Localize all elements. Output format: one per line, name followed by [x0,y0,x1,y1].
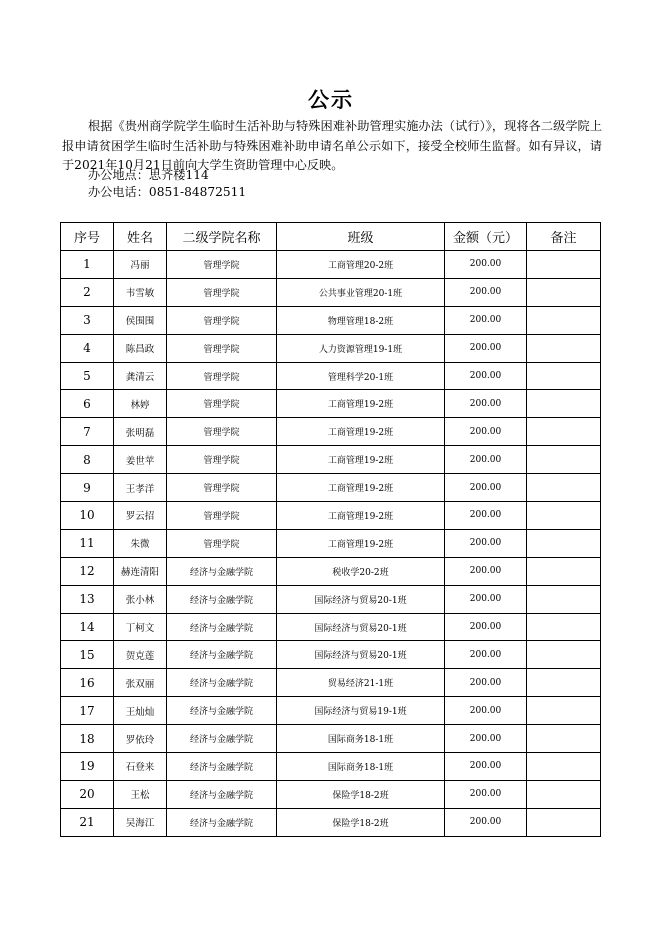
page-title: 公示 [308,88,354,112]
cell-note [527,362,601,390]
cell-name: 罗云招 [114,502,167,530]
table-row [61,725,601,753]
cell-amount: 200.00 [445,641,527,669]
table-row [61,780,601,808]
header-note: 备注 [527,223,601,251]
cell-name: 贺克莲 [114,641,167,669]
table-row [61,278,601,306]
cell-college: 管理学院 [167,418,277,446]
cell-note [527,725,601,753]
cell-note [527,334,601,362]
cell-index: 6 [61,390,114,418]
cell-name: 赫连清阳 [114,557,167,585]
cell-name: 林婷 [114,390,167,418]
table-row [61,446,601,474]
cell-index: 2 [61,278,114,306]
table-row [61,641,601,669]
cell-index: 1 [61,251,114,279]
cell-note [527,418,601,446]
cell-note [527,502,601,530]
cell-college: 管理学院 [167,529,277,557]
table-row [61,502,601,530]
cell-index: 20 [61,780,114,808]
cell-amount: 200.00 [445,669,527,697]
intro-text: 根据《贵州商学院学生临时生活补助与特殊困难补助管理实施办法（试行）》，现将各二级学院上报申请贫困学生临时生活补助与特殊困难补助申请名单公示如下，接受全校师生监督。如有异议，请于2021年10月21日前向大学生资助管理中心反映。 [62,119,602,172]
table-row [61,362,601,390]
table-body [61,251,601,837]
cell-note [527,557,601,585]
cell-class: 工商管理19-2班 [277,418,445,446]
table-row [61,418,601,446]
cell-name: 吴海江 [114,808,167,836]
cell-note [527,390,601,418]
cell-name: 陈昌政 [114,334,167,362]
cell-name: 韦雪敏 [114,278,167,306]
cell-class: 保险学18-2班 [277,808,445,836]
cell-college: 管理学院 [167,306,277,334]
cell-class: 贸易经济21-1班 [277,669,445,697]
table-row [61,697,601,725]
cell-college: 经济与金融学院 [167,780,277,808]
cell-note [527,251,601,279]
cell-index: 12 [61,557,114,585]
table-row [61,306,601,334]
table-row [61,474,601,502]
cell-class: 物理管理18-2班 [277,306,445,334]
cell-note [527,446,601,474]
cell-index: 7 [61,418,114,446]
table-row [61,557,601,585]
cell-class: 国际商务18-1班 [277,725,445,753]
cell-class: 公共事业管理20-1班 [277,278,445,306]
cell-amount: 200.00 [445,390,527,418]
cell-amount: 200.00 [445,585,527,613]
cell-amount: 200.00 [445,418,527,446]
cell-index: 16 [61,669,114,697]
cell-class: 国际经济与贸易19-1班 [277,697,445,725]
table-row [61,753,601,781]
cell-note [527,474,601,502]
cell-index: 19 [61,753,114,781]
cell-class: 国际经济与贸易20-1班 [277,585,445,613]
cell-index: 11 [61,529,114,557]
cell-college: 经济与金融学院 [167,585,277,613]
cell-college: 管理学院 [167,390,277,418]
cell-college: 管理学院 [167,474,277,502]
cell-name: 王孝洋 [114,474,167,502]
cell-note [527,585,601,613]
cell-index: 15 [61,641,114,669]
cell-class: 工商管理19-2班 [277,502,445,530]
table-row [61,613,601,641]
cell-index: 9 [61,474,114,502]
table-row [61,808,601,836]
cell-class: 人力资源管理19-1班 [277,334,445,362]
cell-note [527,278,601,306]
cell-class: 保险学18-2班 [277,780,445,808]
cell-note [527,808,601,836]
cell-college: 经济与金融学院 [167,669,277,697]
header-index: 序号 [61,223,114,251]
cell-college: 管理学院 [167,362,277,390]
cell-amount: 200.00 [445,557,527,585]
cell-amount: 200.00 [445,808,527,836]
cell-name: 张小林 [114,585,167,613]
cell-amount: 200.00 [445,306,527,334]
cell-name: 王松 [114,780,167,808]
cell-note [527,306,601,334]
cell-note [527,753,601,781]
cell-college: 经济与金融学院 [167,557,277,585]
office-phone: 办公电话：0851-84872511 [88,185,247,199]
cell-college: 经济与金融学院 [167,641,277,669]
cell-class: 税收学20-2班 [277,557,445,585]
cell-amount: 200.00 [445,780,527,808]
cell-class: 工商管理19-2班 [277,390,445,418]
cell-name: 罗依玲 [114,725,167,753]
table-row [61,334,601,362]
office-location: 办公地点：思齐楼114 [88,168,209,182]
cell-college: 经济与金融学院 [167,613,277,641]
cell-name: 张明磊 [114,418,167,446]
cell-amount: 200.00 [445,362,527,390]
subsidy-table [60,222,601,837]
cell-name: 冯丽 [114,251,167,279]
cell-amount: 200.00 [445,753,527,781]
cell-note [527,669,601,697]
header-name: 姓名 [114,223,167,251]
cell-index: 8 [61,446,114,474]
header-class: 班级 [277,223,445,251]
cell-amount: 200.00 [445,278,527,306]
header-amount: 金额（元） [445,223,527,251]
cell-college: 管理学院 [167,251,277,279]
cell-amount: 200.00 [445,529,527,557]
cell-note [527,697,601,725]
table-row [61,251,601,279]
cell-class: 管理科学20-1班 [277,362,445,390]
cell-college: 经济与金融学院 [167,808,277,836]
cell-class: 工商管理19-2班 [277,474,445,502]
cell-class: 国际商务18-1班 [277,753,445,781]
cell-name: 朱微 [114,529,167,557]
cell-note [527,529,601,557]
cell-index: 3 [61,306,114,334]
cell-amount: 200.00 [445,725,527,753]
cell-college: 经济与金融学院 [167,753,277,781]
cell-college: 管理学院 [167,334,277,362]
cell-college: 管理学院 [167,446,277,474]
cell-name: 丁柯文 [114,613,167,641]
cell-class: 工商管理20-2班 [277,251,445,279]
cell-amount: 200.00 [445,697,527,725]
cell-index: 17 [61,697,114,725]
cell-note [527,641,601,669]
cell-amount: 200.00 [445,251,527,279]
cell-index: 18 [61,725,114,753]
cell-index: 5 [61,362,114,390]
cell-index: 14 [61,613,114,641]
table-row [61,669,601,697]
cell-name: 石登来 [114,753,167,781]
cell-class: 国际经济与贸易20-1班 [277,613,445,641]
cell-college: 经济与金融学院 [167,725,277,753]
cell-class: 国际经济与贸易20-1班 [277,641,445,669]
table-row [61,390,601,418]
cell-name: 张双丽 [114,669,167,697]
cell-class: 工商管理19-2班 [277,529,445,557]
cell-amount: 200.00 [445,502,527,530]
cell-name: 龚清云 [114,362,167,390]
cell-index: 4 [61,334,114,362]
cell-note [527,780,601,808]
cell-amount: 200.00 [445,474,527,502]
cell-amount: 200.00 [445,613,527,641]
header-college: 二级学院名称 [167,223,277,251]
table-row [61,529,601,557]
cell-note [527,613,601,641]
cell-college: 管理学院 [167,502,277,530]
cell-college: 管理学院 [167,278,277,306]
cell-name: 姜世苹 [114,446,167,474]
cell-amount: 200.00 [445,446,527,474]
cell-index: 13 [61,585,114,613]
cell-college: 经济与金融学院 [167,697,277,725]
table-header-row [61,223,601,251]
cell-class: 工商管理19-2班 [277,446,445,474]
cell-index: 21 [61,808,114,836]
table-row [61,585,601,613]
cell-index: 10 [61,502,114,530]
cell-name: 王灿灿 [114,697,167,725]
cell-name: 侯围围 [114,306,167,334]
cell-amount: 200.00 [445,334,527,362]
